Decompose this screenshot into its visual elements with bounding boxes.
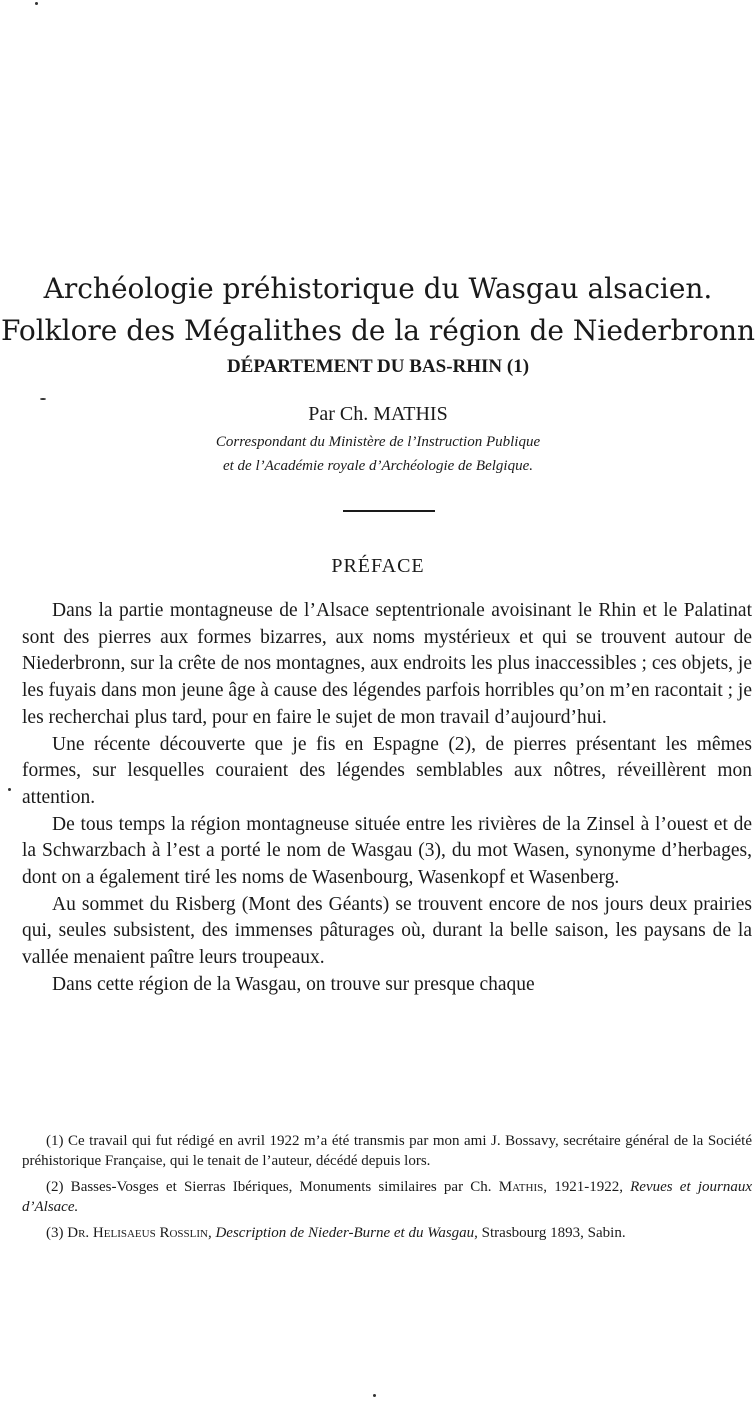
paragraph: Dans cette région de la Wasgau, on trouve sur presque chaque — [52, 973, 535, 995]
footnote-3-prefix: (3) — [46, 1225, 68, 1241]
preface-heading: PRÉFACE — [331, 555, 425, 577]
footnote-3-sep: , — [207, 1225, 216, 1241]
author-line: Par Ch. MATHIS — [308, 403, 448, 425]
scan-speck — [40, 398, 46, 400]
footnote-2-source: Revues et journaux d’Alsace. — [22, 1179, 752, 1215]
affiliation-line-1: Correspondant du Ministère de l’Instruction Publique — [215, 434, 541, 450]
affiliation-line-2: et de l’Académie royale d’Archéologie de Belgique. — [222, 458, 533, 474]
paragraph: Au sommet du Risberg (Mont des Géants) se trouvent encore de nos jours deux prairies qui, seules subsistent, des immenses pâturages où, durant la belle saison, les paysans de la vallée menaient paître leurs troupeaux. — [22, 893, 752, 969]
footnote-3 — [22, 1223, 752, 1243]
title-line-2: Folklore des Mégalithes de la région de Niederbronn — [0, 314, 756, 347]
title-line-1: Archéologie préhistorique du Wasgau alsacien. — [43, 272, 713, 305]
footnotes — [22, 1131, 752, 1249]
section-divider — [343, 510, 435, 512]
footnote-3-suffix: , Strasbourg 1893, Sabin. — [474, 1225, 626, 1241]
footnote-3-title: Description de Nieder-Burne et du Wasgau — [215, 1225, 475, 1241]
preface-body — [22, 598, 752, 999]
department-heading: DÉPARTEMENT DU BAS-RHIN (1) — [226, 356, 530, 377]
footnote-2-text: (2) Basses-Vosges et Sierras Ibériques, Monuments similaires par Ch. — [46, 1179, 499, 1195]
scan-speck — [373, 1394, 376, 1397]
footnote-1: (1) Ce travail qui fut rédigé en avril 1922 m’a été transmis par mon ami J. Bossavy, secrétaire général de la Société préhistorique Française, qui le tenait de l’auteur, décédé depuis lors. — [22, 1133, 752, 1169]
footnote-3-author: Dr. Helisaeus Rosslin — [67, 1225, 208, 1241]
paragraph: De tous temps la région montagneuse située entre les rivières de la Zinsel à l’ouest et de la Schwarzbach à l’est a porté le nom de Wasgau (3), du mot Wasen, synonyme d’herbages, dont on a également tiré les noms de Wasenbourg, Wasenkopf et Wasenberg. — [22, 813, 752, 889]
footnote-2-author: Mathis — [498, 1179, 544, 1195]
scan-speck — [8, 788, 11, 791]
scan-speck — [35, 2, 38, 5]
footnote-2-middle: , 1921-1922, — [543, 1179, 631, 1195]
paragraph: Dans la partie montagneuse de l’Alsace septentrionale avoisinant le Rhin et le Palatinat sont des pierres aux formes bizarres, aux noms mystérieux et qui se trouvent autour de Niederbronn, sur la crête de nos montagnes, aux endroits les plus inaccessibles ; ces objets, je les fuyais dans mon jeune âge à cause des légendes parfois horribles qu’on m’en racontait ; je les recherchai plus tard, pour en faire le sujet de mon travail d’aujourd’hui. — [22, 600, 752, 728]
paragraph: Une récente découverte que je fis en Espagne (2), de pierres présentant les mêmes formes, sur lesquelles couraient des légendes semblables aux nôtres, réveillèrent mon attention. — [22, 733, 752, 808]
footnote-2 — [22, 1177, 752, 1217]
